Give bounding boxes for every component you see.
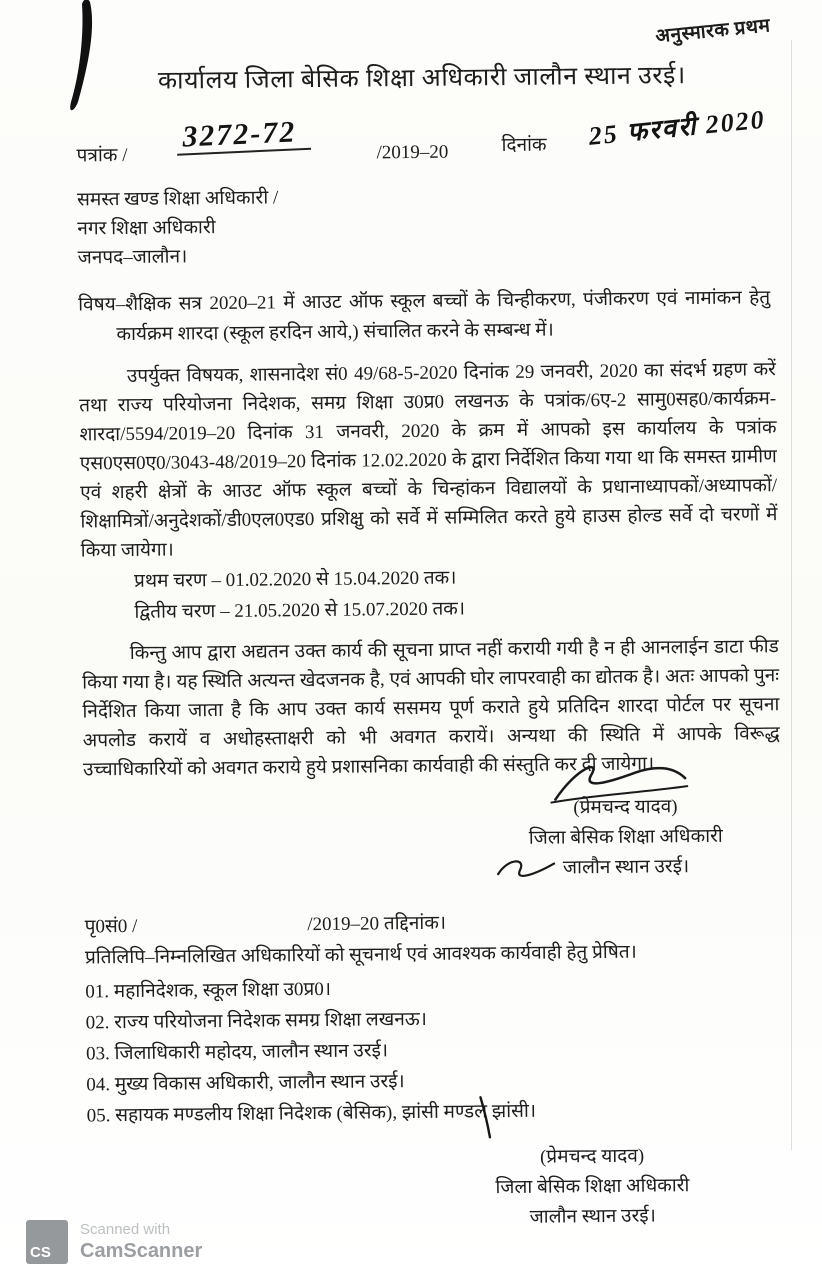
body-paragraph-2: किन्तु आप द्वारा अद्यतन उक्त कार्य की सूचना प्राप्त नहीं करायी गयी है न ही आनलाईन डाटा फीड किया गया है। यह स्थिति अत्यन्त खेदजनक है, एवं आपकी घोर लापरवाही का द्योतक है। अतः आपको पुनः निर्देशित किया जाता है कि आप उक्त कार्य ससमय पूर्ण कराते हुये प्रतिदिन शारदा पोर्टल पर सूचना अपलोड करायें व अधोहस्ताक्षरी को भी अवगत करायें। अन्यथा की स्थिति में आपके विरूद्ध उच्चाधिकारियों को अवगत कराये हुये प्रशासनिका कार्यवाही की संस्तुति कर दी जायेगा। <box>82 636 780 781</box>
pen-stroke-mark <box>476 1095 493 1149</box>
signer-place: जालौन स्थान उरई। <box>562 856 690 879</box>
letter-number-handwritten: 3272-72 <box>176 117 311 156</box>
office-title: कार्यालय जिला बेसिक शिक्षा अधिकारी जालौन स्थान उरई। <box>157 62 686 95</box>
list-item: 05. सहायक मण्डलीय शिक्षा निदेशक (बेसिक), झांसी मण्डल झांसी। <box>86 1100 537 1127</box>
endorsement-ref-suffix: /2019–20 तद्दिनांक। <box>307 912 447 936</box>
date-label: दिनांक <box>501 134 547 157</box>
camscanner-name-text: CamScanner <box>80 1240 203 1262</box>
reminder-note: अनुस्मारक प्रथम <box>654 15 772 48</box>
phase-1-line: प्रथम चरण – 01.02.2020 से 15.04.2020 तक। <box>133 567 457 592</box>
blank-number-space <box>137 930 307 932</box>
letter-year: /2019–20 <box>376 141 449 164</box>
signature-scribble-mark <box>545 756 696 816</box>
subject-line: विषय–शैक्षिक सत्र 2020–21 में आउट ऑफ स्कूल बच्चों के चिन्हीकरण, पंजीकरण एवं नामांकन हेतु कार्यक्रम शारदा (स्कूल हरदिन आये,) संचालित करने के सम्बन्ध में। <box>78 287 771 346</box>
signature-block-2 <box>442 1141 743 1234</box>
signer-name: (प्रेमचन्द यादव) <box>539 1145 645 1168</box>
signature-loop-mark <box>494 856 558 893</box>
list-item: 01. महानिदेशक, स्कूल शिक्षा उ0प्र0। <box>85 978 332 1003</box>
phase-2-line: द्वितीय चरण – 21.05.2020 से 15.07.2020 तक। <box>134 598 466 623</box>
signer-name: (प्रेमचन्द यादव) <box>573 796 678 819</box>
copy-forward-line: प्रतिलिपि–निम्नलिखित अधिकारियों को सूचनार्थ एवं आवश्यक कार्यवाही हेतु प्रेषित। <box>84 941 637 969</box>
endorsement-ref-prefix: पृ0सं0 / <box>84 915 138 938</box>
list-item: 04. मुख्य विकास अधिकारी, जालौन स्थान उरई। <box>86 1071 405 1096</box>
signature-block <box>475 791 776 884</box>
camscanner-logo-icon: CS <box>26 1220 68 1264</box>
signer-place: जालौन स्थान उरई। <box>529 1205 656 1228</box>
endorsement-ref-row <box>85 905 782 941</box>
date-handwritten: 25 फरवरी 2020 <box>587 104 767 151</box>
signer-title: जिला बेसिक शिक्षा अधिकारी <box>528 825 723 849</box>
list-item: 03. जिलाधिकारी महोदय, जालौन स्थान उरई। <box>85 1040 389 1065</box>
body-paragraph-1: उपर्युक्त विषयक, शासनादेश सं0 49/68-5-2020 दिनांक 29 जनवरी, 2020 का संदर्भ ग्रहण करें तथा राज्य परियोजना निदेशक, समग्र शिक्षा उ0प्र0 लखनऊ के पत्रांक/6ए-2 सामु0सह0/कार्यक्रम-शारदा/5594/2019–20 दिनांक 31 जनवरी, 2020 के क्रम में आपको इस कार्यालय के पत्रांक एस0एस0ए0/3043-48/2019–20 दिनांक 12.02.2020 के द्वारा निर्देशित किया गया था कि समस्त ग्रामीण एवं शहरी क्षेत्रों के आउट ऑफ स्कूल बच्चों के चिन्हांकन विद्यालयों के प्रधानाध्यापकों/अध्यापकों/शिक्षामित्रों/अनुदेशकों/डी0एल0एड0 प्रशिक्षु को सर्वे में सम्मिलित करते हुये हाउस होल्ड सर्वे दो चरणों में किया जायेगा। <box>79 359 778 562</box>
addressee-line: समस्त खण्ड शिक्षा अधिकारी / <box>76 187 279 211</box>
camscanner-watermark <box>26 1220 202 1264</box>
addressee-line: नगर शिक्षा अधिकारी <box>77 217 216 240</box>
letter-meta-row <box>76 104 773 177</box>
addressee-block <box>77 178 775 272</box>
addressee-line: जनपद–जालौन। <box>77 246 188 269</box>
letter-number-label: पत्रांक / <box>76 144 128 167</box>
scanned-with-text: Scanned with <box>80 1221 171 1238</box>
list-item: 02. राज्य परियोजना निदेशक समग्र शिक्षा लखनऊ। <box>85 1008 428 1034</box>
copy-recipient-list <box>85 969 784 1131</box>
camscanner-text <box>80 1221 202 1263</box>
signer-title: जिला बेसिक शिक्षा अधिकारी <box>495 1175 690 1199</box>
